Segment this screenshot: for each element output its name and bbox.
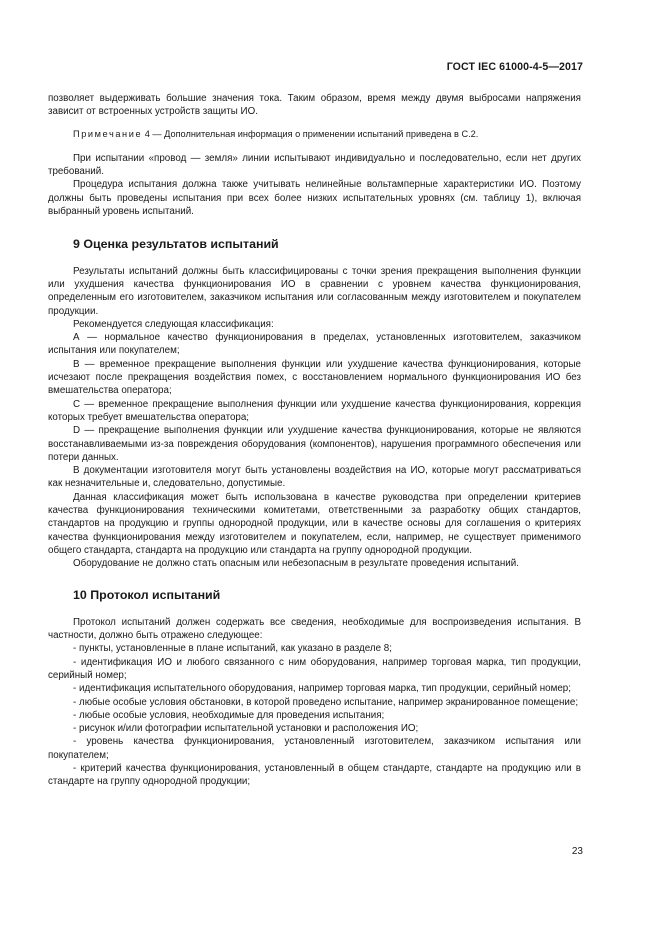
classification-a: А — нормальное качество функционирования в пределах, установленных изготовителем, заказчиком испытания или покупателем;: [48, 332, 581, 357]
paragraph: Результаты испытаний должны быть классифицированы с точки зрения прекращения выполнения функции или ухудшения качества функционирования ИО в сравнении с уровнем качества функционирования, определенным его изготовителем, заказчиком испытания или согласованным между изготовителем и покупателем продукции.: [48, 265, 581, 317]
page-body: [48, 92, 581, 789]
list-item: - рисунок и/или фотографии испытательной установки и расположения ИО;: [73, 723, 419, 735]
section-10-heading: 10 Протокол испытаний: [73, 587, 221, 602]
paragraph: Рекомендуется следующая классификация:: [73, 318, 274, 330]
list-item: - критерий качества функционирования, установленный в общем стандарте, стандарте на продукцию или в стандарте на группу однородной продукции;: [48, 763, 581, 788]
paragraph: Оборудование не должно стать опасным или небезопасным в результате проведения испытаний.: [73, 558, 519, 570]
classification-d: D — прекращение выполнения функции или ухудшение качества функционирования, которые не являются восстанавливаемыми из-за повреждения оборудования (компонентов), нарушения программного обеспечения или потери данных.: [48, 425, 581, 463]
classification-c: С — временное прекращение выполнения функции или ухудшение качества функционирования, коррекция которых требует вмешательства оператора;: [48, 398, 581, 423]
list-item: - пункты, установленные в плане испытаний, как указано в разделе 8;: [73, 643, 392, 655]
paragraph: Протокол испытаний должен содержать все сведения, необходимые для воспроизведения испытания. В частности, должно быть отражено следующее:: [48, 616, 581, 642]
paragraph: Процедура испытания должна также учитывать нелинейные вольтамперные характеристики ИО. Поэтому должны быть проведены испытания при всех более низких испытательных уровнях (см. таблицу 1), включая выбранный уровень испытаний.: [48, 179, 581, 218]
list-item: - идентификация ИО и любого связанного с ним оборудования, например торговая марка, тип продукции, серийный номер;: [48, 656, 581, 681]
note: [48, 128, 581, 141]
list-item: - любые особые условия обстановки, в которой проведено испытание, например экранированное помещение;: [73, 696, 579, 708]
page-number: 23: [571, 846, 583, 857]
list-item: - идентификация испытательного оборудования, например торговая марка, тип продукции, серийный номер;: [73, 683, 571, 695]
list-item: - уровень качества функционирования, установленный изготовителем, заказчиком испытания или покупателем;: [48, 736, 581, 761]
classification-b: В — временное прекращение выполнения функции или ухудшение качества функционирования, которые исчезают после прекращения воздействия помех, с восстановлением нормального функционирования ИО без вмешательства оператора;: [48, 358, 581, 397]
paragraph: Данная классификация может быть использована в качестве руководства при определении критериев качества функционирования техническими комитетами, ответственными за разработку общих стандартов, стандартов на продукцию и группы однородной продукции, или в качестве основы для соглашения о критериях качества функционирования между изготовителем и покупателем, если, например, не существует применимого общего стандарта, стандарта на продукцию или стандарта на группу однородной продукции.: [48, 491, 581, 556]
standard-designation: ГОСТ IEC 61000-4-5—2017: [446, 61, 583, 73]
note-text: 4 — Дополнительная информация о применении испытаний приведена в С.2.: [142, 128, 479, 139]
paragraph: В документации изготовителя могут быть установлены воздействия на ИО, которые могут рассматриваться как незначительные и, следовательно, допустимые.: [48, 465, 581, 490]
section-9-heading: 9 Оценка результатов испытаний: [73, 237, 279, 252]
list-item: - любые особые условия, необходимые для проведения испытания;: [73, 709, 385, 721]
note-label: Примечание: [73, 128, 143, 139]
paragraph: позволяет выдерживать большие значения тока. Таким образом, время между двумя выбросами напряжения зависит от встроенных устройств защиты ИО.: [48, 93, 581, 118]
paragraph: При испытании «провод — земля» линии испытывают индивидуально и последовательно, если нет других требований.: [48, 152, 581, 178]
